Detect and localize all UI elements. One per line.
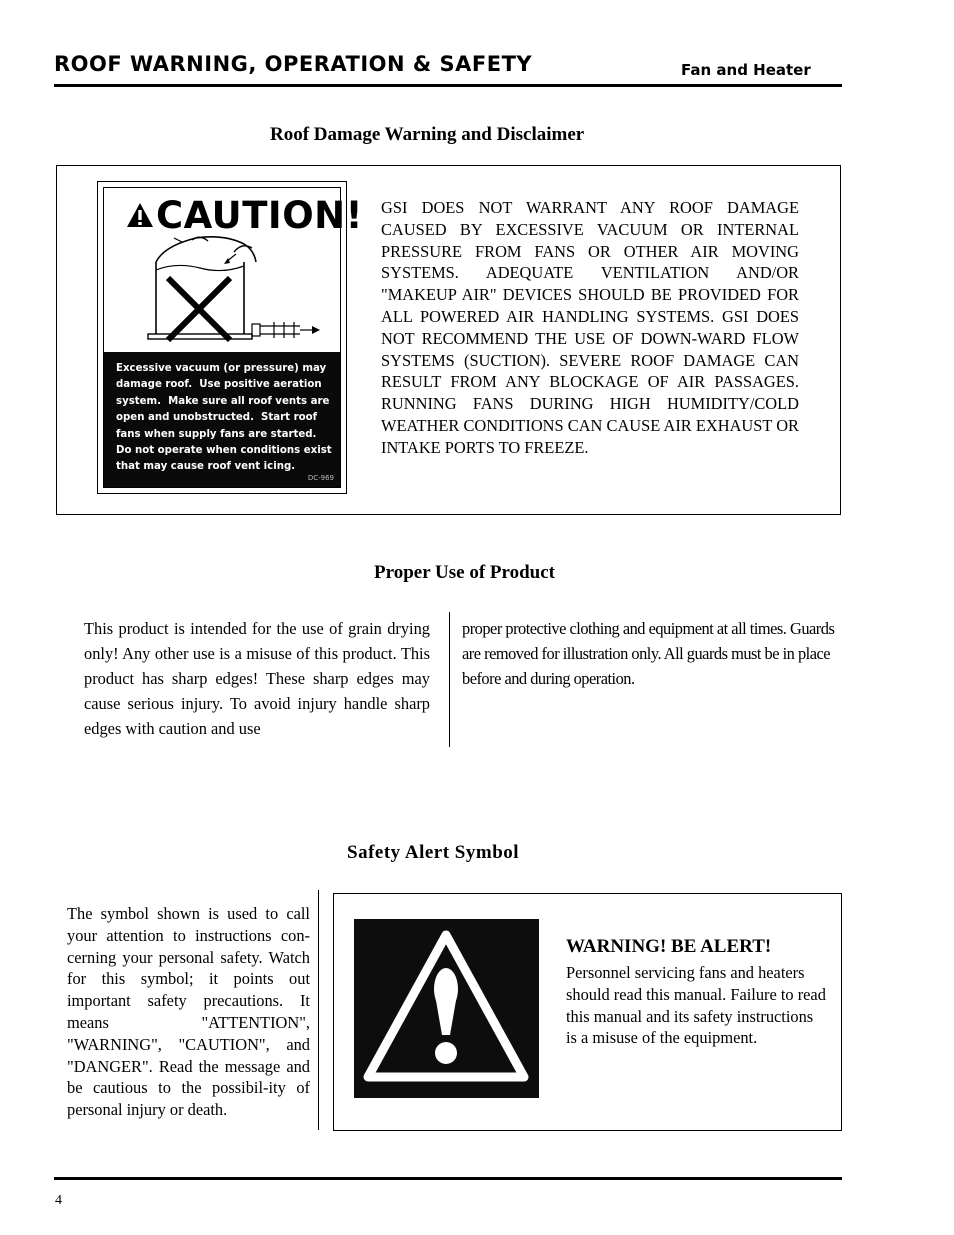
roof-disclaimer-text: GSI DOES NOT WARRANT ANY ROOF DAMAGE CAUSED BY EXCESSIVE VACUUM OR INTERNAL PRESSURE FROM FANS OR OTHER AIR MOVING SYSTEMS. ADEQUATE VENTILATION AND/OR "MAKEUP AIR" DEVICES SHOULD BE PROVIDED FOR ALL POWERED AIR HANDLING SYSTEMS. GSI DOES NOT RECOMMEND THE USE OF DOWN-WARD FLOW SYSTEMS (SUCTION). SEVERE ROOF DAMAGE CAN RESULT FROM ANY BLOCKAGE OF AIR PASSAGES. RUNNING FANS DURING HIGH HUMIDITY/COLD WEATHER CONDITIONS CAN CAUSE AIR EXHAUST OR INTAKE PORTS TO FREEZE. bbox=[381, 198, 799, 457]
caution-label: CAUTION! bbox=[156, 194, 363, 237]
exclamation-triangle-icon bbox=[354, 919, 539, 1098]
proper-use-heading: Proper Use of Product bbox=[374, 562, 556, 583]
footer-rule bbox=[54, 1177, 842, 1180]
warning-title: WARNING! BE ALERT! bbox=[566, 936, 772, 957]
page-subtitle: Fan and Heater bbox=[681, 61, 811, 79]
grain-bin-illustration bbox=[104, 232, 340, 352]
safety-column-divider bbox=[318, 890, 319, 1130]
decal-code: DC-969 bbox=[307, 474, 334, 482]
column-divider bbox=[449, 612, 450, 747]
safety-alert-heading: Safety Alert Symbol bbox=[347, 842, 520, 863]
caution-message: Excessive vacuum (or pressure) may damage roof. Use positive aeration system. Make sure all roof vents are open and unobstructed. Start roof fans when supply fans are started. Do not operate when conditions exist that may cause roof vent icing. bbox=[116, 363, 332, 473]
warning-body: Personnel servicing fans and heaters should read this manual. Failure to read this manual and its safety instructions is a misuse of the equipment. bbox=[566, 963, 826, 1048]
proper-use-text-right: proper protective clothing and equipment at all times. Guards are removed for illustration only. All guards must be in place before and during operation. bbox=[462, 619, 835, 688]
safety-alert-symbol bbox=[354, 919, 539, 1098]
proper-use-text-left: This product is intended for the use of grain drying only! Any other use is a misuse of this product. This product has sharp edges! These sharp edges may cause serious injury. To avoid injury handle sharp edges with caution and use bbox=[84, 619, 430, 738]
caution-decal bbox=[97, 181, 363, 494]
safety-alert-description: The symbol shown is used to call your attention to instructions con-cerning your personal safety. Watch for this symbol; it points out important safety precautions. It means "ATTENTION", "WARNING", "CAUTION", and "DANGER". Read the message and be cautious to the possibil-ity of personal injury or death. bbox=[67, 904, 310, 1120]
header-rule bbox=[54, 84, 842, 87]
warning-triangle-icon bbox=[126, 202, 154, 228]
roof-warning-heading: Roof Damage Warning and Disclaimer bbox=[270, 124, 585, 145]
page-number: 4 bbox=[55, 1193, 62, 1208]
page-title: ROOF WARNING, OPERATION & SAFETY bbox=[54, 52, 533, 76]
caution-message-panel bbox=[104, 352, 340, 487]
